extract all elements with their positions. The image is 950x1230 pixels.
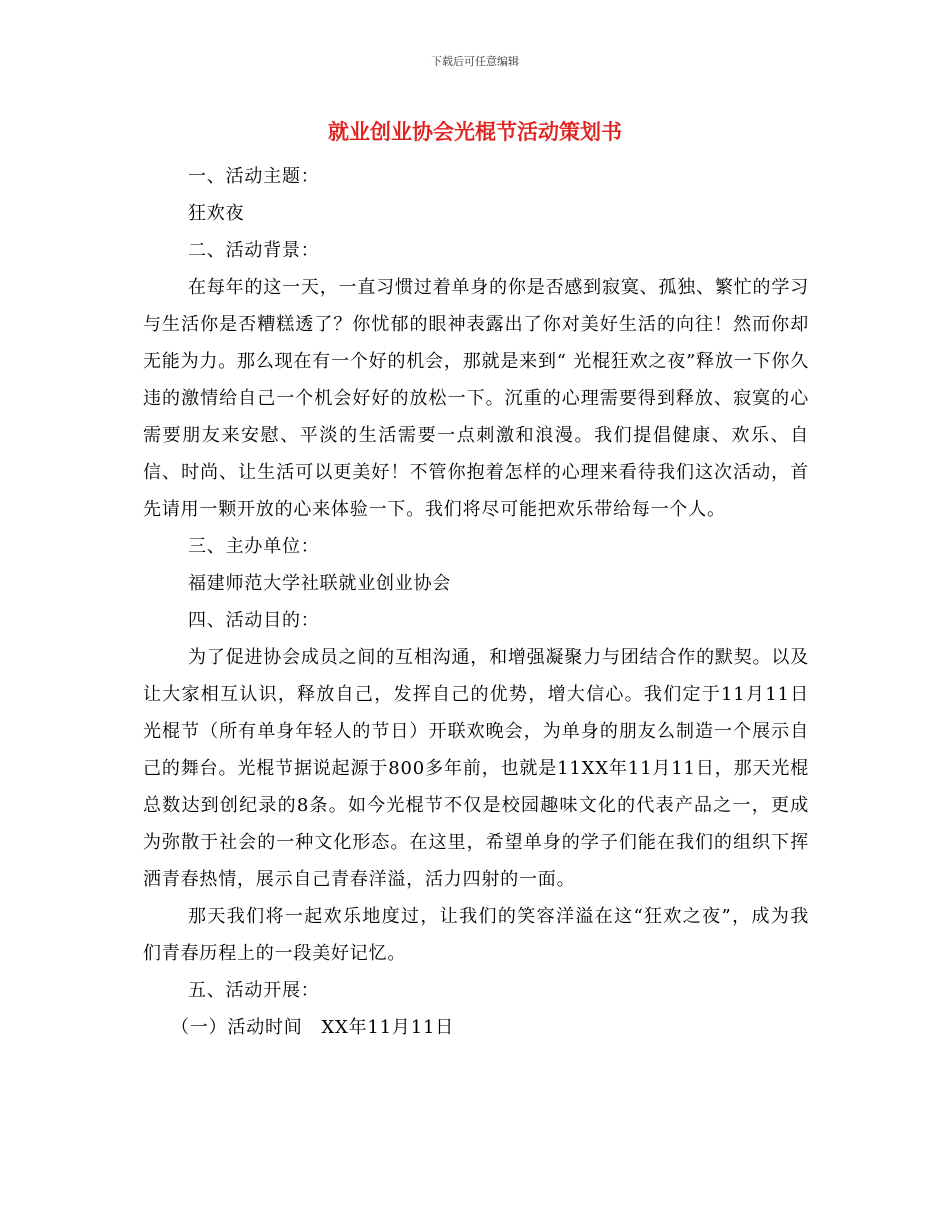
section-heading-activities: 五、活动开展： [188,980,320,1001]
document-body [143,158,809,1046]
background-paragraph: 在每年的这一天，一直习惯过着单身的你是否感到寂寞、孤独、繁忙的学习与生活你是否糟糕透了？你忧郁的眼神表露出了你对美好生活的向往！然而你却无能为力。那么现在有一个好的机会，那就是来到“ 光棍狂欢之夜”释放一下你久违的激情给自己一个机会好好的放松一下。沉重的心理需要得到释放、寂寞的心需要朋友来安慰、平淡的生活需要一点刺激和浪漫。我们提倡健康、欢乐、自信、时尚、让生活可以更美好！不管你抱着怎样的心理来看待我们这次活动，首先请用一颗开放的心来体验一下。我们将尽可能把欢乐带给每一个人。 [143,277,809,520]
activity-time-line: （一）活动时间 XX年11月11日 [171,1017,455,1038]
purpose-paragraph: 为了促进协会成员之间的互相沟通，和增强凝聚力与团结合作的默契。以及让大家相互认识，释放自己，发挥自己的优势，增大信心。我们定于11月11日光棍节（所有单身年轻人的节日）开联欢晚会，为单身的朋友么制造一个展示自己的舞台。光棍节据说起源于800多年前，也就是11XX年11月11日，那天光棍总数达到创纪录的8条。如今光棍节不仅是校园趣味文化的代表产品之一，更成为弥散于社会的一种文化形态。在这里，希望单身的学子们能在我们的组织下挥洒青春热情，展示自己青春洋溢，活力四射的一面。 [143,647,809,890]
section-heading-theme: 一、活动主题： [188,166,320,187]
page-header-note: 下载后可任意编辑 [431,55,519,68]
section-heading-background: 二、活动背景： [188,240,320,261]
section-heading-purpose: 四、活动目的： [188,610,320,631]
closing-paragraph: 那天我们将一起欢乐地度过，让我们的笑容洋溢在这“狂欢之夜”，成为我们青春历程上的一段美好记忆。 [143,906,809,964]
theme-text: 狂欢夜 [188,203,245,224]
organizer-text: 福建师范大学社联就业创业协会 [188,573,452,594]
document-title: 就业创业协会光棍节活动策划书 [328,119,622,144]
section-heading-organizer: 三、主办单位： [188,536,320,557]
